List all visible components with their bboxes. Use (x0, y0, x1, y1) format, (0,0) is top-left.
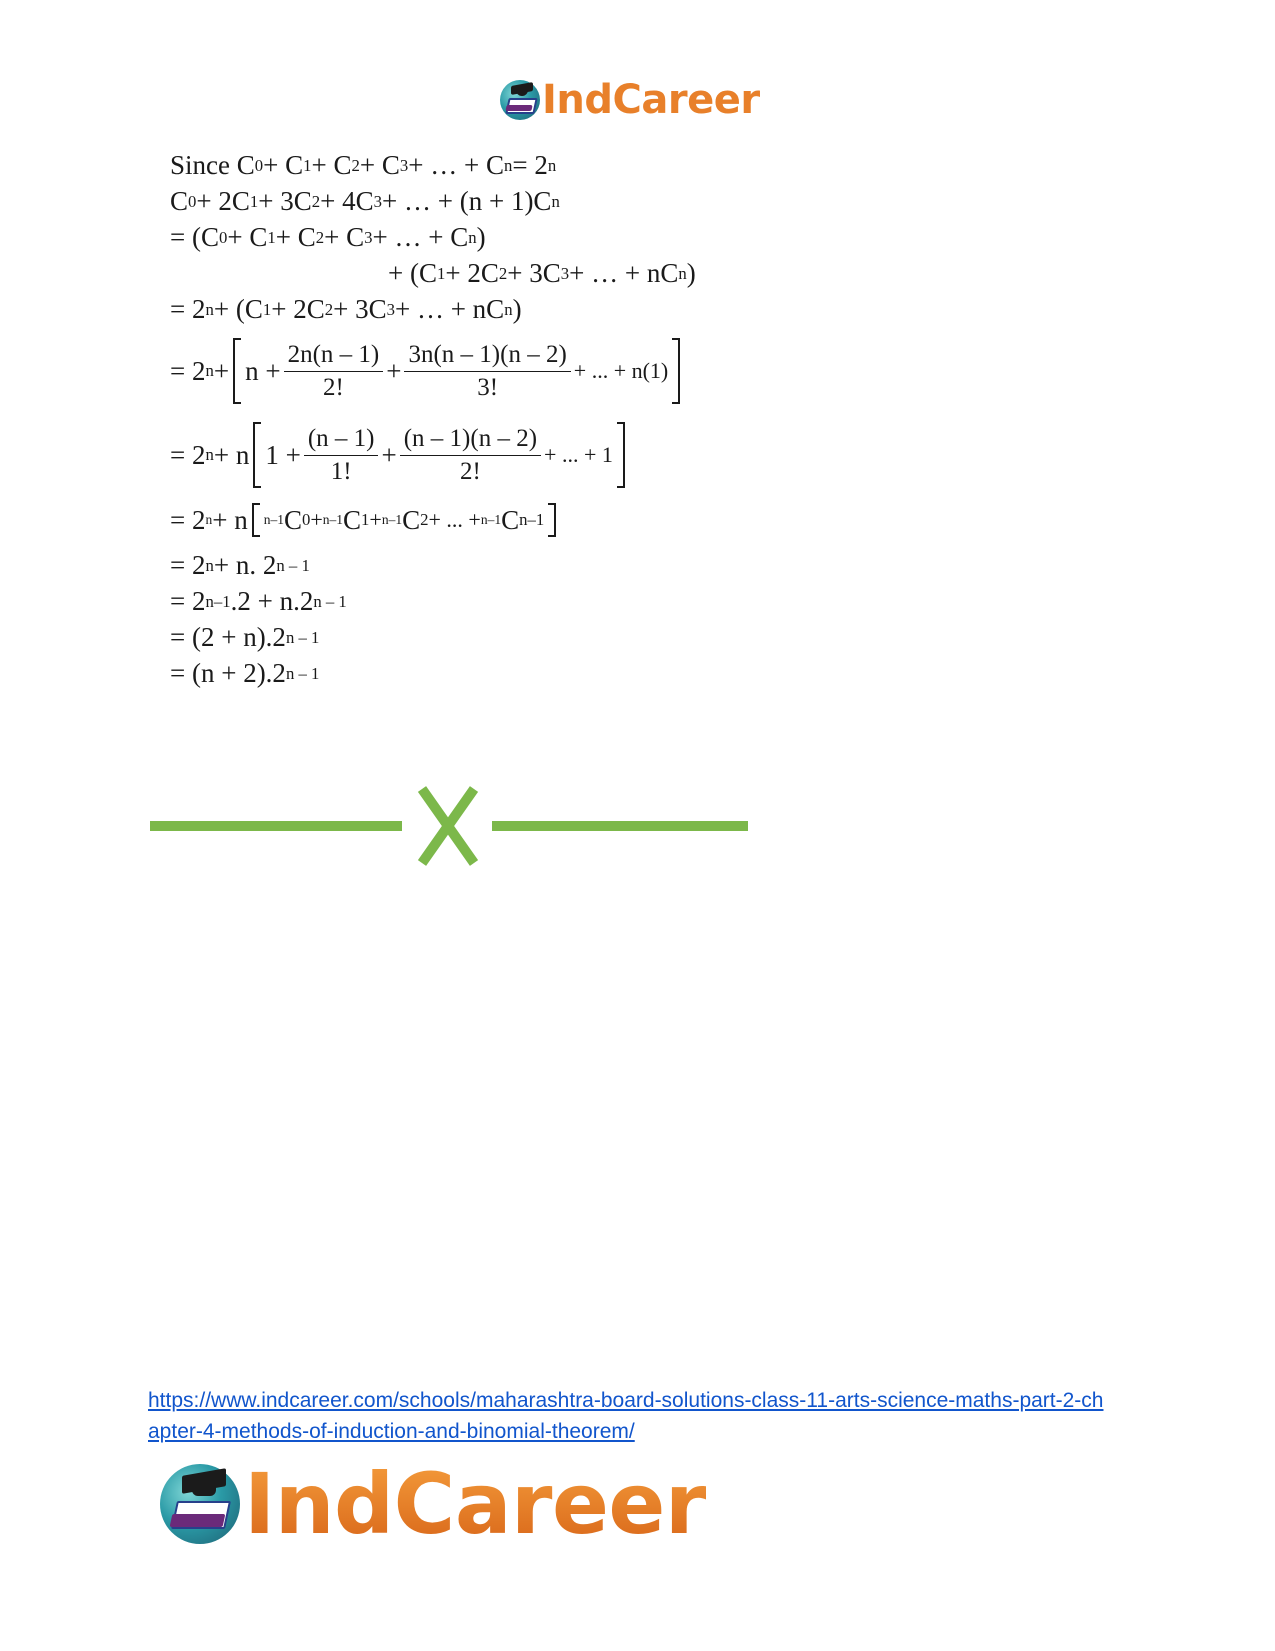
math-line-9: = 2 n + n. 2 n – 1 (170, 550, 310, 580)
graduation-globe-icon (160, 1464, 240, 1544)
fraction: $\frac{(n - 1)(n - 2)}{2!}$ (400, 425, 541, 486)
divider-bar-right (492, 821, 748, 831)
left-bracket (253, 422, 261, 488)
left-bracket (252, 503, 260, 537)
right-bracket (617, 422, 625, 488)
divider-bar-left (150, 821, 402, 831)
footer-logo (160, 1455, 706, 1553)
math-line-8: = 2 n + n n–1 C 0 + n–1 C 1 + n–1 C 2 + ... + n–1 C n–1 (170, 503, 560, 537)
fraction: $\frac{3n(n - 1)(n - 2)}{3!}$ (404, 341, 570, 402)
header-logo (500, 77, 760, 123)
math-line-7: = 2 n + n 1 + $\frac{(n - 1)}{1!}$ + $\frac{(n - 1)(n - 2)}{2!}$ + ... + 1 (170, 422, 629, 488)
math-line-3: = (C 0 + C 1 + C 2 + C 3 + … + C n ) (170, 222, 486, 252)
section-divider (150, 780, 750, 870)
logo-text: IndCareer (244, 1455, 706, 1553)
fraction: $\frac{2n(n - 1)}{2!}$ (284, 341, 384, 402)
math-line-10: = 2 n–1 .2 + n.2 n – 1 (170, 586, 347, 616)
logo-text: IndCareer (542, 77, 760, 123)
math-line-1: Since C 0 + C 1 + C 2 + C 3 + … + C n = 2 n (170, 150, 557, 180)
math-line-12: = (n + 2).2 n – 1 (170, 658, 320, 688)
math-line-4: + (C 1 + 2C 2 + 3C 3 + … + nC n ) (388, 258, 696, 288)
right-bracket (548, 503, 556, 537)
math-line-11: = (2 + n).2 n – 1 (170, 622, 320, 652)
graduation-globe-icon (500, 80, 540, 120)
source-link[interactable]: https://www.indcareer.com/schools/maharashtra-board-solutions-class-11-arts-science-maths-part-2-chapter-4-methods-of-induction-and-binomial-theorem/ (148, 1389, 1104, 1443)
math-line-6: = 2 n + n + $\frac{2n(n - 1)}{2!}$ + $\frac{3n(n - 1)(n - 2)}{3!}$ + ... + n(1) (170, 338, 684, 404)
math-line-5: = 2 n + (C 1 + 2C 2 + 3C 3 + … + nC n ) (170, 294, 522, 324)
math-line-2: C 0 + 2C 1 + 3C 2 + 4C 3 + … + (n + 1)C n (170, 186, 560, 216)
right-bracket (672, 338, 680, 404)
fraction: $\frac{(n - 1)}{1!}$ (304, 425, 379, 486)
left-bracket (233, 338, 241, 404)
cross-icon (416, 785, 480, 867)
